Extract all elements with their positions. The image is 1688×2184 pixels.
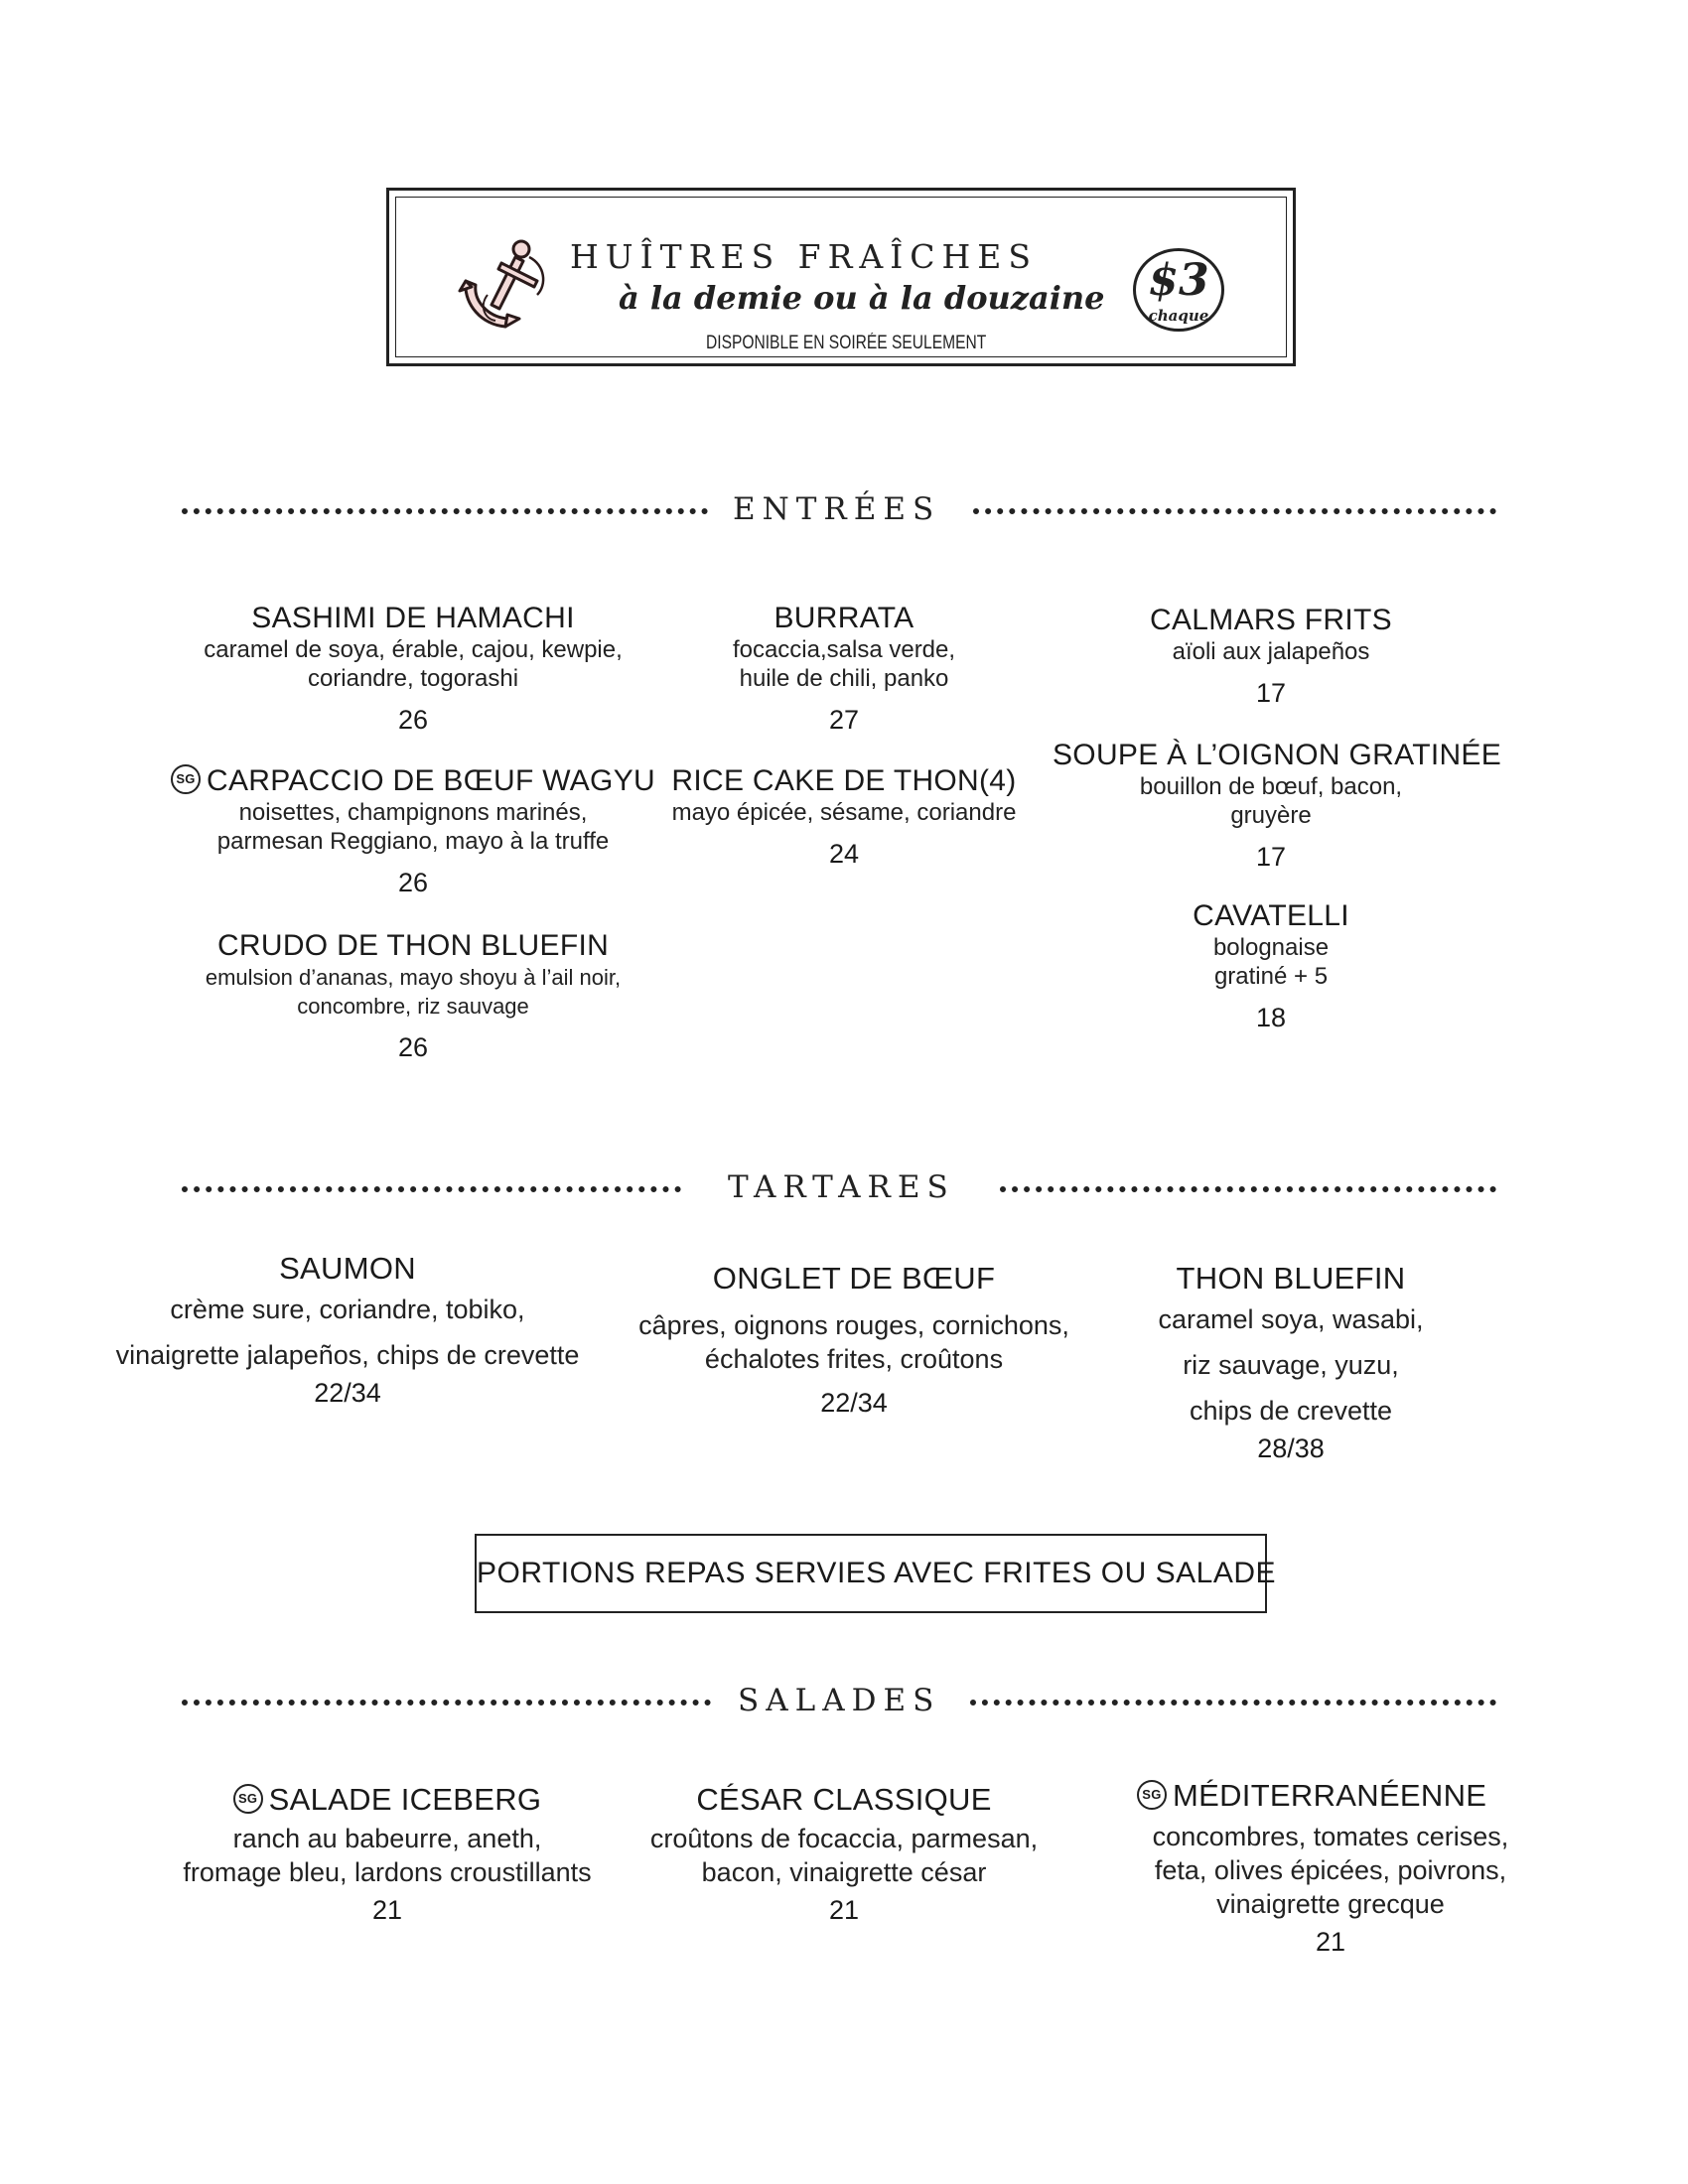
item-name: SASHIMI DE HAMACHI	[251, 602, 575, 634]
item-description: croûtons de focaccia, parmesan,	[649, 1824, 1039, 1853]
entrees-divider-right	[973, 508, 1496, 514]
salades-divider-right	[970, 1700, 1496, 1706]
item-description: coriandre, togorashi	[307, 665, 519, 692]
banner-title: HUÎTRES FRAÎCHES	[570, 237, 1039, 276]
anchor-icon	[458, 235, 553, 335]
item-description: ranch au babeurre, aneth,	[232, 1824, 542, 1853]
item-price: 22/34	[820, 1388, 888, 1418]
menu-item	[1062, 1261, 1519, 1464]
item-description: vinaigrette jalapeños, chips de crevette	[115, 1340, 580, 1370]
item-name: THON BLUEFIN	[1176, 1261, 1406, 1296]
tartares-divider-left	[182, 1186, 681, 1192]
banner-inner-border	[395, 197, 1287, 357]
item-description: feta, olives épicées, poivrons,	[1154, 1855, 1507, 1885]
item-name: CALMARS FRITS	[1150, 604, 1392, 636]
item-price: 21	[828, 1895, 860, 1925]
item-description: parmesan Reggiano, mayo à la truffe	[216, 828, 610, 855]
menu-item	[1082, 1778, 1579, 1958]
menu-item	[99, 1251, 596, 1409]
item-name-text: MÉDITERRANÉENNE	[1173, 1778, 1487, 1813]
item-name	[145, 764, 681, 798]
item-description: huile de chili, panko	[739, 665, 949, 692]
item-name-text: CARPACCIO DE BŒUF WAGYU	[207, 764, 655, 797]
item-description: focaccia,salsa verde,	[732, 636, 956, 663]
tartares-divider-right	[1000, 1186, 1496, 1192]
item-description: aïoli aux jalapeños	[1172, 638, 1370, 665]
item-description: riz sauvage, yuzu,	[1183, 1350, 1399, 1380]
item-name: CAVATELLI	[1193, 899, 1349, 932]
entrees-divider-left	[182, 508, 708, 514]
banner-availability-note: DISPONIBLE EN SOIRÉE SEULEMENT	[706, 333, 987, 353]
gluten-free-badge: SG	[1137, 1780, 1167, 1810]
item-name: CRUDO DE THON BLUEFIN	[216, 929, 610, 962]
item-description: concombres, tomates cerises,	[1152, 1822, 1509, 1851]
item-price: 21	[1315, 1927, 1346, 1957]
item-price: 22/34	[314, 1378, 381, 1408]
price-value: $3	[1148, 255, 1209, 306]
item-description: gruyère	[1230, 802, 1312, 829]
item-description: noisettes, champignons marinés,	[238, 799, 588, 826]
item-price: 26	[397, 705, 429, 735]
item-description: bacon, vinaigrette césar	[701, 1857, 987, 1887]
salades-divider-left	[182, 1700, 711, 1706]
item-description: échalotes frites, croûtons	[704, 1344, 1004, 1374]
menu-item	[165, 929, 661, 1063]
price-badge	[1133, 248, 1224, 332]
item-price: 21	[371, 1895, 403, 1925]
menu-item	[645, 602, 1043, 736]
menu-item	[645, 764, 1043, 870]
item-name: SOUPE À L’OIGNON GRATINÉE	[1053, 739, 1502, 771]
item-name: ONGLET DE BŒUF	[712, 1261, 996, 1296]
item-description: mayo épicée, sésame, coriandre	[671, 799, 1017, 826]
item-description: gratiné + 5	[1213, 963, 1329, 990]
item-price: 26	[397, 1032, 429, 1062]
item-name	[1082, 1778, 1579, 1814]
item-name-text: SALADE ICEBERG	[268, 1782, 542, 1817]
item-price: 26	[397, 868, 429, 897]
price-unit: chaque	[1148, 307, 1209, 325]
item-price: 24	[828, 839, 860, 869]
menu-item	[596, 1782, 1092, 1926]
oyster-banner	[386, 188, 1296, 366]
menu-item	[145, 764, 681, 898]
item-description: crème sure, coriandre, tobiko,	[170, 1295, 525, 1324]
item-price: 18	[1255, 1003, 1287, 1032]
item-name	[139, 1782, 635, 1818]
menu-item	[139, 1782, 635, 1926]
item-price: 27	[828, 705, 860, 735]
salades-heading: SALADES	[738, 1683, 941, 1718]
item-description: concombre, riz sauvage	[297, 994, 529, 1019]
menu-item	[165, 602, 661, 736]
banner-subtitle: à la demie ou à la douzaine	[619, 279, 1105, 317]
tartares-heading: TARTARES	[728, 1169, 955, 1205]
item-name: SAUMON	[279, 1251, 416, 1286]
item-price: 17	[1255, 678, 1287, 708]
item-description: câpres, oignons rouges, cornichons,	[638, 1310, 1069, 1340]
item-description: chips de crevette	[1189, 1396, 1393, 1426]
menu-item	[606, 1261, 1102, 1419]
item-name: CÉSAR CLASSIQUE	[696, 1782, 992, 1817]
item-name: RICE CAKE DE THON(4)	[671, 764, 1017, 797]
item-description: emulsion d’ananas, mayo shoyu à l’ail noir,	[205, 965, 622, 990]
item-description: fromage bleu, lardons croustillants	[183, 1857, 592, 1887]
gluten-free-badge: SG	[233, 1784, 263, 1814]
entrees-heading: ENTRÉES	[733, 491, 941, 527]
item-description: bouillon de bœuf, bacon,	[1139, 773, 1403, 800]
item-description: caramel soya, wasabi,	[1158, 1304, 1424, 1334]
item-description: vinaigrette grecque	[1216, 1889, 1445, 1919]
portions-note: PORTIONS REPAS SERVIES AVEC FRITES OU SALADE	[475, 1534, 1267, 1613]
menu-item	[1072, 604, 1470, 709]
menu-item	[1053, 739, 1502, 873]
gluten-free-badge: SG	[171, 764, 201, 794]
item-description: bolognaise	[1212, 934, 1330, 961]
item-description: caramel de soya, érable, cajou, kewpie,	[204, 636, 623, 663]
item-price: 17	[1255, 842, 1287, 872]
item-price: 28/38	[1257, 1433, 1325, 1463]
menu-item	[1072, 899, 1470, 1033]
item-name: BURRATA	[774, 602, 914, 634]
